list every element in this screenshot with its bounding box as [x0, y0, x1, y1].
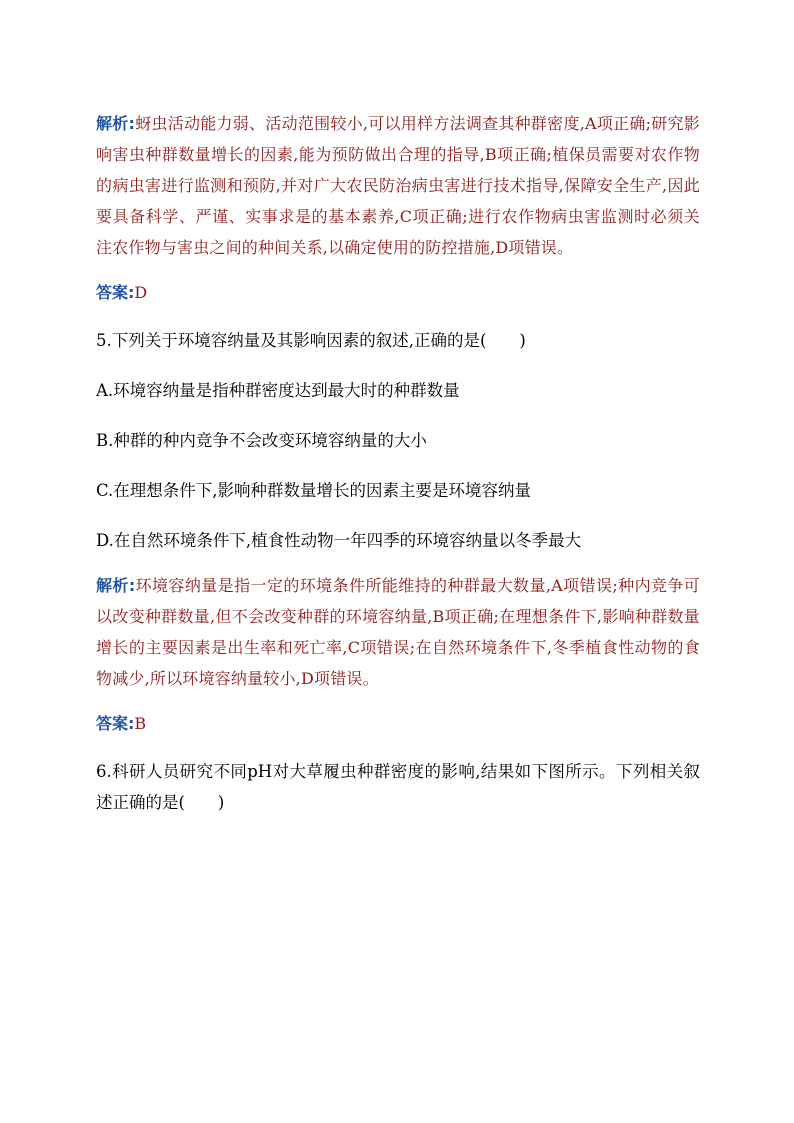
q4-answer	[96, 277, 700, 308]
q5-answer	[96, 708, 700, 739]
q5-stem: 5.下列关于环境容纳量及其影响因素的叙述,正确的是( )	[96, 331, 526, 350]
q5-option-c: C.在理想条件下,影响种群数量增长的因素主要是环境容纳量	[96, 481, 532, 500]
q5-answer-value: B	[134, 714, 147, 733]
q5-option-d: D.在自然环境条件下,植食性动物一年四季的环境容纳量以冬季最大	[96, 531, 582, 550]
answer-label: 答案:	[96, 283, 135, 302]
analysis-label: 解析:	[96, 576, 136, 595]
document-page	[96, 108, 700, 818]
q4-analysis	[96, 108, 700, 263]
q5-option-b: B.种群的种内竞争不会改变环境容纳量的大小	[96, 431, 427, 450]
q5-option-a: A.环境容纳量是指种群密度达到最大时的种群数量	[96, 381, 460, 400]
q4-answer-value: D	[134, 283, 148, 302]
q5-analysis-text: 环境容纳量是指一定的环境条件所能维持的种群最大数量,A项错误;种内竞争可以改变种群数量,但不会改变种群的环境容纳量,B项正确;在理想条件下,影响种群数量增长的主要因素是出生率和死亡率,C项错误;在自然环境条件下,冬季植食性动物的食物减少,所以环境容纳量较小,D项错误。	[96, 576, 700, 688]
q5-analysis	[96, 570, 700, 694]
analysis-label: 解析:	[96, 114, 136, 133]
answer-label: 答案:	[96, 714, 135, 733]
q6-stem: 6.科研人员研究不同pH对大草履虫种群密度的影响,结果如下图所示。下列相关叙述正确的是( )	[96, 762, 700, 812]
q4-analysis-text: 蚜虫活动能力弱、活动范围较小,可以用样方法调查其种群密度,A项正确;研究影响害虫种群数量增长的因素,能为预防做出合理的指导,B项正确;植保员需要对农作物的病虫害进行监测和预防,并对广大农民防治病虫害进行技术指导,保障安全生产,因此要具备科学、严谨、实事求是的基本素养,C项正确;进行农作物病虫害监测时必须关注农作物与害虫之间的种间关系,以确定使用的防控措施,D项错误。	[96, 114, 700, 257]
